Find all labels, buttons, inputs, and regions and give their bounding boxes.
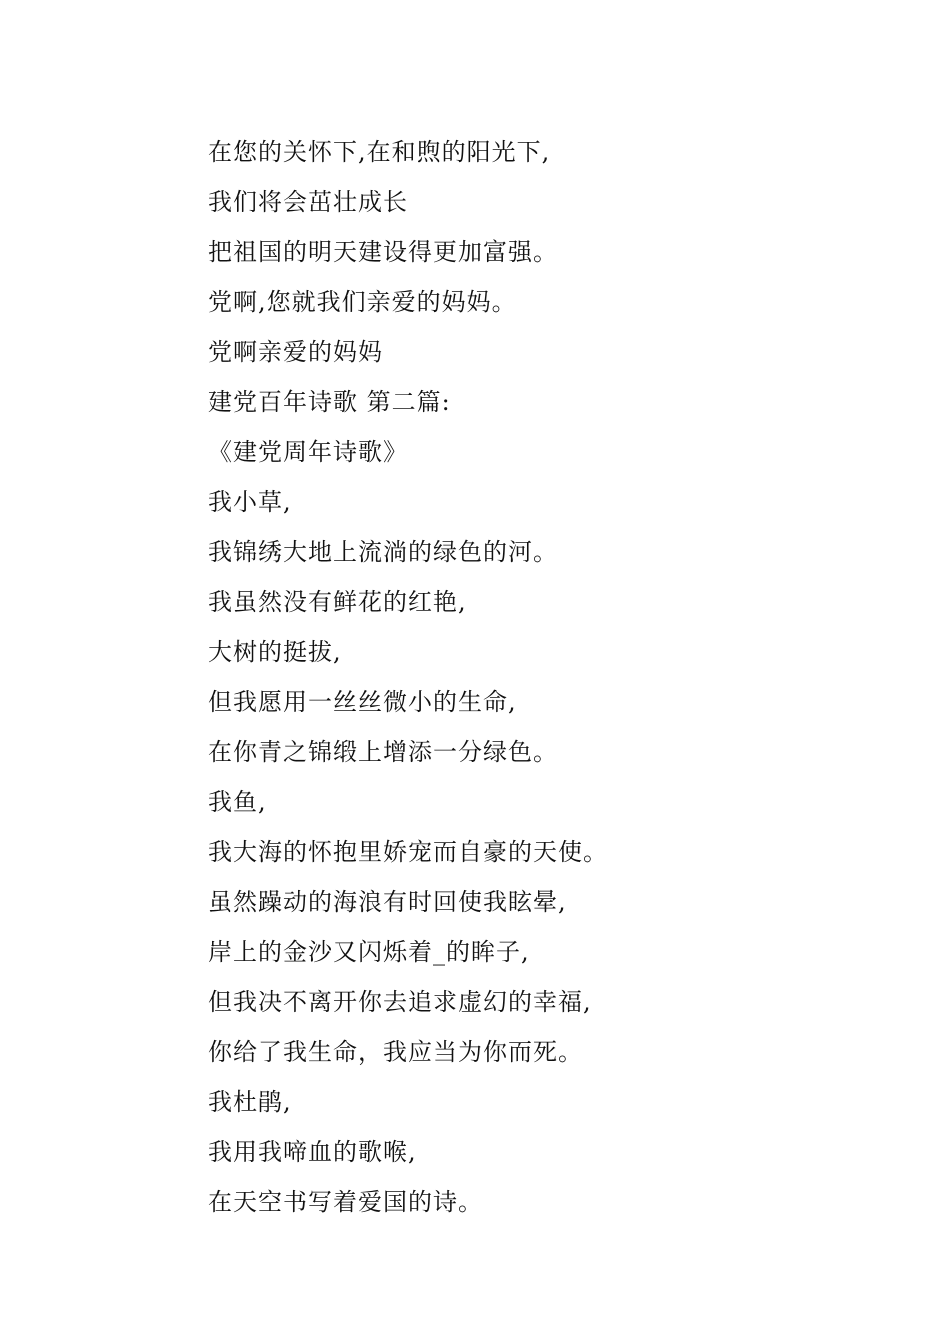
poem-line: 但我愿用一丝丝微小的生命,: [208, 688, 517, 716]
poem-line: 我杜鹃,: [208, 1088, 292, 1116]
poem-line: 我用我啼血的歌喉,: [208, 1138, 417, 1166]
poem-text-block: [208, 127, 908, 1227]
poem-line: 虽然躁动的海浪有时回使我眩晕,: [208, 888, 567, 916]
poem-line: 大树的挺拔,: [208, 638, 342, 666]
poem-line: 你给了我生命，我应当为你而死。: [208, 1038, 583, 1066]
poem-line: 把祖国的明天建设得更加富强。: [208, 238, 558, 266]
poem-line: 岸上的金沙又闪烁着_的眸子,: [208, 938, 530, 966]
section-heading: 建党百年诗歌 第二篇:: [208, 388, 451, 416]
poem-line: 我鱼,: [208, 788, 267, 816]
poem-line: 在您的关怀下,在和煦的阳光下,: [208, 138, 551, 166]
poem-line: 我虽然没有鲜花的红艳,: [208, 588, 467, 616]
poem-line: 我小草,: [208, 488, 292, 516]
poem-line: 在天空书写着爱国的诗。: [208, 1188, 483, 1216]
poem-line: 我们将会茁壮成长: [208, 188, 408, 216]
poem-line: 我大海的怀抱里娇宠而自豪的天使。: [208, 838, 608, 866]
poem-line: 党啊亲爱的妈妈: [208, 338, 383, 366]
poem-line: 但我决不离开你去追求虚幻的幸福,: [208, 988, 592, 1016]
poem-line: 在你青之锦缎上增添一分绿色。: [208, 738, 558, 766]
poem-title: 《建党周年诗歌》: [208, 438, 408, 466]
poem-line: 我锦绣大地上流淌的绿色的河。: [208, 538, 558, 566]
poem-line: 党啊,您就我们亲爱的妈妈。: [208, 288, 517, 316]
